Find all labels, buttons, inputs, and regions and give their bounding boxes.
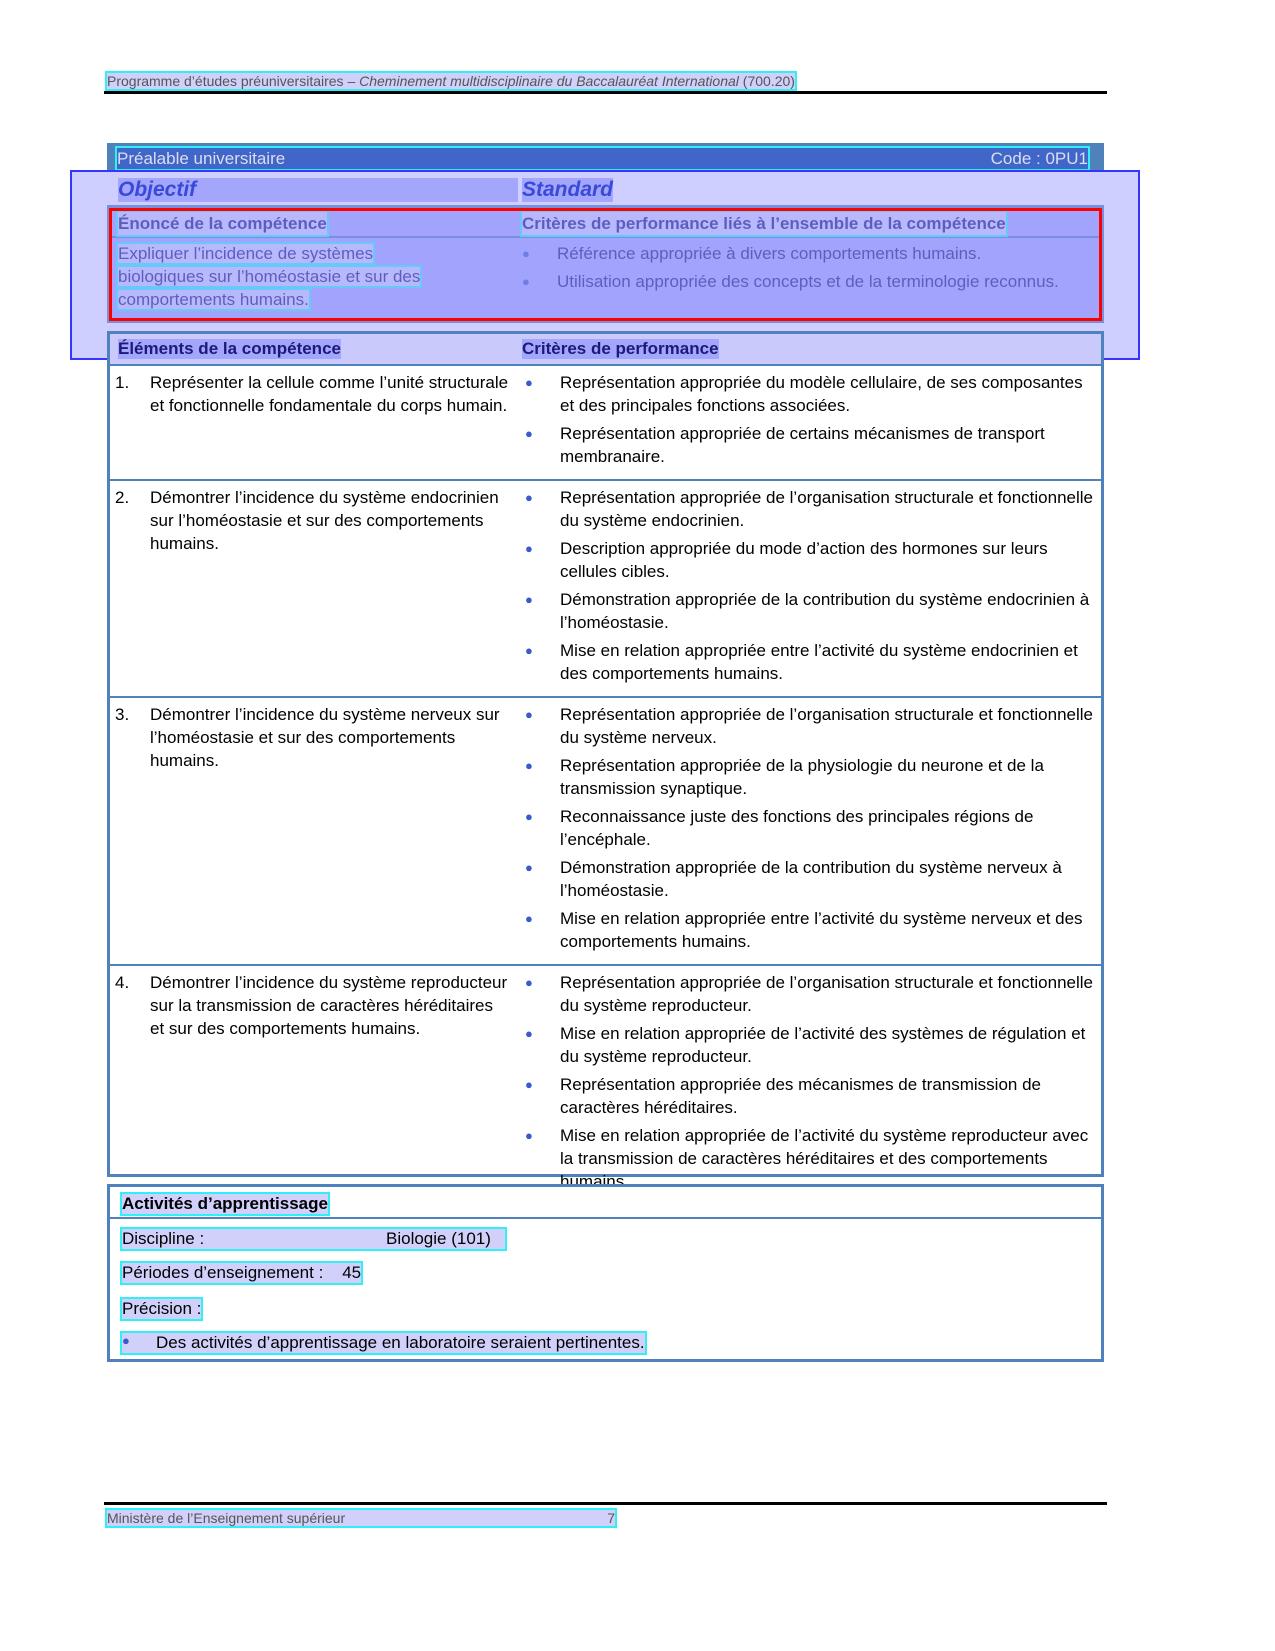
critere-text: Représentation appropriée des mécanismes de transmission de caractères héréditaires. [560, 1075, 1041, 1117]
bullet-icon: ● [122, 1333, 130, 1348]
periodes-line [122, 1263, 361, 1283]
periodes-value: 45 [342, 1263, 362, 1282]
critere-item [525, 588, 1095, 634]
critere-text: Représentation appropriée de l’organisation structurale et fonctionnelle du système endocrinien. [560, 488, 1094, 530]
bullet-icon: ● [525, 1128, 533, 1143]
criteria-cell [515, 971, 1095, 1198]
critere-item [525, 703, 1095, 749]
bullet-icon: ● [525, 809, 533, 824]
element-text: Représenter la cellule comme l’unité structurale et fonctionnelle fondamentale du corps humain. [150, 373, 509, 415]
critere-text: Description appropriée du mode d’action des hormones sur leurs cellules cibles. [560, 539, 1048, 581]
discipline-value: Biologie (101) [386, 1229, 491, 1248]
title-strip [107, 143, 1104, 171]
critere-item [525, 639, 1095, 685]
note-text: Des activités d’apprentissage en laboratoire seraient pertinentes. [156, 1333, 645, 1352]
bullet-icon: ● [525, 375, 533, 390]
activites-note [122, 1333, 645, 1353]
bullet-icon: ● [525, 592, 533, 607]
critere-item [525, 754, 1095, 800]
critere-text: Reconnaissance juste des fonctions des principales régions de l’encéphale. [560, 807, 1034, 849]
critere-item [525, 422, 1095, 468]
element-number: 1. [115, 373, 130, 392]
criteria-cell [515, 486, 1095, 690]
footer [107, 1510, 615, 1526]
elements-table [107, 331, 1104, 1191]
header-rule [104, 91, 1107, 94]
bullet-icon: ● [525, 490, 533, 505]
critere-item [525, 805, 1095, 851]
critere-text: Mise en relation appropriée de l’activité du système reproducteur avec la transmission de caractères héréditaires et des comportements humains. [560, 1126, 1089, 1191]
standard-heading: Standard [522, 178, 614, 201]
element-cell [110, 486, 515, 690]
critere-item [525, 1022, 1095, 1068]
bullet-icon: ● [525, 758, 533, 773]
bullet-icon: ● [525, 1026, 533, 1041]
element-cell [110, 703, 515, 958]
criteria-cell [515, 371, 1095, 473]
col-criteres: Critères de performance [522, 339, 719, 358]
precision-label: Précision : [122, 1299, 202, 1318]
critere-text: Représentation appropriée de l’organisation structurale et fonctionnelle du système nerveux. [560, 705, 1094, 747]
element-number: 4. [115, 973, 130, 992]
element-number: 3. [115, 705, 130, 724]
critere-item [525, 1124, 1095, 1193]
strip-code: Code : 0PU1 [990, 149, 1088, 168]
criteria-cell [515, 703, 1095, 958]
element-cell [110, 971, 515, 1198]
table-row [110, 698, 1101, 966]
bullet-icon: ● [525, 707, 533, 722]
activites-box [107, 1184, 1104, 1362]
critere-item [525, 537, 1095, 583]
bullet-icon: ● [525, 860, 533, 875]
element-text: Démontrer l’incidence du système nerveux sur l’homéostasie et sur des comportements humains. [150, 705, 500, 770]
header-program: Programme d’études préuniversitaires – [107, 73, 360, 89]
critere-text: Représentation appropriée de la physiologie du neurone et de la transmission synaptique. [560, 756, 1044, 798]
critere-text: Représentation appropriée du modèle cellulaire, de ses composantes et des principales fonctions associées. [560, 373, 1083, 415]
critere-text: Mise en relation appropriée entre l’activité du système nerveux et des comportements humains. [560, 909, 1083, 951]
bullet-icon: ● [525, 975, 533, 990]
discipline-label: Discipline : [122, 1229, 205, 1248]
bullet-icon: ● [525, 426, 533, 441]
footer-ministry: Ministère de l’Enseignement supérieur [107, 1510, 346, 1526]
critere-item [525, 971, 1095, 1017]
strip-title: Préalable universitaire [117, 149, 286, 168]
page-number: 7 [607, 1510, 615, 1526]
bullet-icon: ● [525, 1077, 533, 1092]
bullet-icon: ● [525, 643, 533, 658]
critere-text: Démonstration appropriée de la contribution du système endocrinien à l’homéostasie. [560, 590, 1090, 632]
critere-text: Représentation appropriée de certains mécanismes de transport membranaire. [560, 424, 1045, 466]
bullet-icon: ● [525, 541, 533, 556]
footer-rule [104, 1502, 1107, 1505]
critere-item [525, 907, 1095, 953]
header-program-code: (700.20) [738, 73, 795, 89]
objectif-heading: Objectif [118, 178, 518, 202]
element-number: 2. [115, 488, 130, 507]
table-row [110, 366, 1101, 481]
critere-text: Représentation appropriée de l’organisation structurale et fonctionnelle du système reproducteur. [560, 973, 1094, 1015]
table-header [110, 334, 1101, 366]
discipline-line [122, 1229, 505, 1249]
running-header [107, 73, 795, 89]
periodes-label: Périodes d’enseignement : [122, 1263, 324, 1282]
critere-text: Mise en relation appropriée entre l’activité du système endocrinien et des comportements humains. [560, 641, 1078, 683]
critere-text: Mise en relation appropriée de l’activité des systèmes de régulation et du système reproducteur. [560, 1024, 1086, 1066]
critere-item [525, 486, 1095, 532]
bullet-icon: ● [525, 911, 533, 926]
critere-text: Démonstration appropriée de la contribution du système nerveux à l’homéostasie. [560, 858, 1062, 900]
element-text: Démontrer l’incidence du système reproducteur sur la transmission de caractères héréditaires et sur des comportements humains. [150, 973, 508, 1038]
table-row [110, 966, 1101, 1204]
element-text: Démontrer l’incidence du système endocrinien sur l’homéostasie et sur des comportements humains. [150, 488, 499, 553]
table-row [110, 481, 1101, 698]
col-elements: Éléments de la compétence [118, 339, 341, 358]
critere-item [525, 371, 1095, 417]
highlight-frame [109, 208, 1102, 321]
activites-heading: Activités d’apprentissage [122, 1194, 328, 1213]
element-cell [110, 371, 515, 473]
header-program-italic: Cheminement multidisciplinaire du Baccalauréat International [359, 73, 739, 89]
critere-item [525, 856, 1095, 902]
critere-item [525, 1073, 1095, 1119]
